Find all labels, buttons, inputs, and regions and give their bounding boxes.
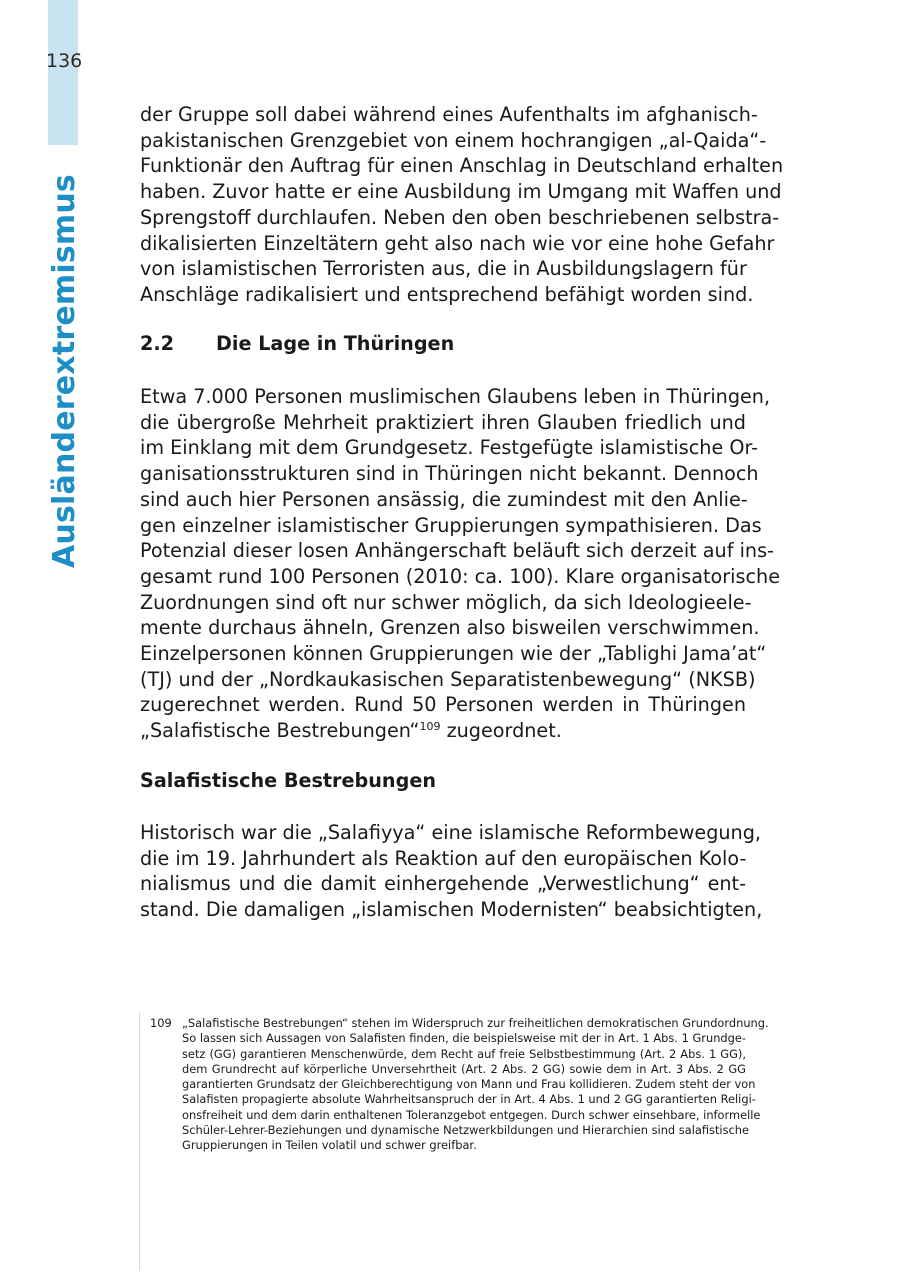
- text-line: Funktionär den Auftrag für einen Anschlag in Deutschland erhalten: [140, 154, 784, 178]
- page-number: 136: [46, 50, 83, 72]
- text-line: dikalisierten Einzeltätern geht also nach wie vor eine hohe Gefahr: [140, 231, 775, 255]
- footnote-line: dem Grundrecht auf körperliche Unversehrtheit (Art. 2 Abs. 2 GG) sowie dem in Art. 3 Abs. 2 GG: [182, 1061, 746, 1076]
- text-line: die übergroße Mehrheit praktiziert ihren Glauben friedlich und: [140, 410, 746, 434]
- text-line: die im 19. Jahrhundert als Reaktion auf den europäischen Kolo-: [140, 846, 747, 870]
- section-heading: [140, 331, 454, 357]
- text-line: Einzelpersonen können Gruppierungen wie der „Tablighi Jama’at“: [140, 642, 767, 666]
- paragraph-2: [140, 384, 781, 744]
- text-line: Zuordnungen sind oft nur schwer möglich, da sich Ideologieele-: [140, 590, 752, 614]
- text-line: Historisch war die „Salafiyya“ eine islamische Reformbewegung,: [140, 821, 761, 844]
- text-line: Anschläge radikalisiert und entsprechend befähigt worden sind.: [140, 282, 754, 306]
- text-line: haben. Zuvor hatte er eine Ausbildung im Umgang mit Waffen und: [140, 180, 782, 204]
- chapter-side-title: Ausländerextremismus: [47, 174, 82, 568]
- text-line: pakistanischen Grenzgebiet von einem hochrangigen „al-Qaida“-: [140, 128, 767, 152]
- section-number: 2.2: [140, 332, 174, 355]
- text-line: sind auch hier Personen ansässig, die zumindest mit den Anlie-: [140, 487, 748, 511]
- text-line: der Gruppe soll dabei während eines Aufenthalts im afghanisch-: [140, 103, 758, 126]
- footnote-divider: [139, 1012, 140, 1270]
- text-line: Sprengstoff durchlaufen. Neben den oben beschriebenen selbstra-: [140, 205, 780, 229]
- footnote-line: „Salafistische Bestrebungen“ stehen im Widerspruch zur freiheitlichen demokratischen Grundordnung.: [182, 1016, 769, 1030]
- footnote-text: [182, 1016, 769, 1154]
- text-line: zugerechnet werden. Rund 50 Personen werden in Thüringen: [140, 693, 746, 717]
- text-line: ganisationsstrukturen sind in Thüringen nicht bekannt. Dennoch: [140, 462, 759, 486]
- footnote-line: Schüler-Lehrer-Beziehungen und dynamische Netzwerkbildungen und Hierarchien sind salafistische: [182, 1123, 750, 1138]
- side-color-band: [48, 0, 78, 145]
- text-line: nialismus und die damit einhergehende „Verwestlichung“ ent-: [140, 872, 746, 896]
- subheading: Salafistische Bestrebungen: [140, 769, 437, 792]
- text-line: gen einzelner islamistischer Gruppierungen sympathisieren. Das: [140, 513, 762, 537]
- text-tail: zugeordnet.: [440, 719, 562, 743]
- footnote-line: Salafisten propagierte absolute Wahrheitsanspruch der in Art. 4 Abs. 1 und 2 GG garantierten Religi-: [182, 1092, 756, 1107]
- footnote: [150, 1016, 769, 1154]
- quoted-term: „Salafistische Bestrebungen“: [140, 719, 420, 743]
- footnote-line: garantierten Grundsatz der Gleichberechtigung von Mann und Frau kollidieren. Zudem steht der von: [182, 1077, 756, 1092]
- text-line: gesamt rund 100 Personen (2010: ca. 100). Klare organisatorische: [140, 564, 781, 588]
- paragraph-3: [140, 820, 763, 923]
- section-title: Die Lage in Thüringen: [216, 332, 455, 355]
- text-line: im Einklang mit dem Grundgesetz. Festgefügte islamistische Or-: [140, 436, 759, 460]
- paragraph-1: [140, 102, 784, 308]
- text-line: Potenzial dieser losen Anhängerschaft beläuft sich derzeit auf ins-: [140, 539, 774, 563]
- text-line: stand. Die damaligen „islamischen Modernisten“ beabsichtigten,: [140, 898, 763, 922]
- text-line: von islamistischen Terroristen aus, die in Ausbildungslagern für: [140, 257, 747, 281]
- footnote-line: Gruppierungen in Teilen volatil und schwer greifbar.: [182, 1138, 477, 1153]
- text-line: Etwa 7.000 Personen muslimischen Glaubens leben in Thüringen,: [140, 385, 771, 408]
- footnote-reference[interactable]: 109: [419, 720, 441, 734]
- footnote-line: setz (GG) garantieren Menschenwürde, dem Recht auf freie Selbstbestimmung (Art. 2 Abs. 1 GG),: [182, 1046, 746, 1061]
- footnote-number: 109: [150, 1016, 172, 1030]
- text-line: (TJ) und der „Nordkaukasischen Separatistenbewegung“ (NKSB): [140, 667, 756, 691]
- text-line: [140, 718, 746, 744]
- footnote-line: onsfreiheit und dem darin enthaltenen Toleranzgebot entgegen. Durch schwer einsehbare, informelle: [182, 1107, 761, 1122]
- text-line: mente durchaus ähneln, Grenzen also bisweilen verschwimmen.: [140, 616, 760, 640]
- footnote-line: So lassen sich Aussagen von Salafisten finden, die beispielsweise mit der in Art. 1 Abs. 1 Grundge-: [182, 1031, 746, 1046]
